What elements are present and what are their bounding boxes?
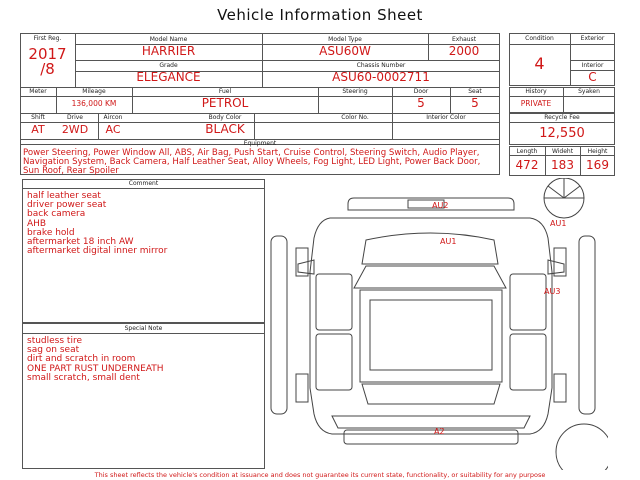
recycle-fee-value: 12,550 — [539, 126, 585, 141]
model-type-label: Model Type — [328, 36, 362, 43]
exhaust-value: 2000 — [448, 44, 480, 58]
grade-label: Grade — [159, 62, 178, 69]
disclaimer-footer: This sheet reflects the vehicle's condition at issuance and does not guarantee its current state, functionality, or suitability for any purpose — [94, 471, 546, 479]
comment-item: back camera — [27, 209, 86, 220]
seat-value: 5 — [471, 96, 479, 110]
fuel-label: Fuel — [218, 88, 232, 95]
interior-value: C — [588, 70, 597, 84]
damage-mark: AU1 — [440, 237, 457, 246]
steering-label: Steering — [342, 88, 368, 95]
damage-mark: AU2 — [432, 201, 449, 210]
interior-label: Interior — [581, 62, 604, 69]
length-label: Length — [516, 148, 538, 155]
history-label: History — [525, 88, 547, 95]
aircon-label: Aircon — [103, 114, 123, 121]
syaken-label: Syaken — [578, 88, 600, 95]
comment-item: aftermarket 18 inch AW — [27, 237, 134, 248]
width-label: Wideht — [551, 148, 574, 155]
recycle-fee-label: Recycle Fee — [544, 114, 580, 121]
spare-tire-icon — [556, 424, 608, 470]
comment-list — [27, 192, 263, 256]
special-note-item: dirt and scratch in room — [27, 354, 136, 365]
first-reg-value: 2017 /8 — [28, 45, 67, 78]
special-note-label: Special Note — [124, 325, 163, 332]
height-value: 169 — [586, 158, 609, 172]
exhaust-label: Exhaust — [451, 36, 477, 43]
mileage-label: Mileage — [82, 88, 106, 95]
door-value: 5 — [417, 96, 425, 110]
history-value: PRIVATE — [520, 99, 552, 108]
drive-label: Drive — [67, 114, 83, 121]
model-name-label: Model Name — [149, 36, 188, 43]
meter-label: Meter — [29, 88, 47, 95]
door-label: Door — [413, 88, 429, 95]
special-note-item: ONE PART RUST UNDERNEATH — [27, 363, 164, 374]
color-no-label: Color No. — [341, 114, 369, 121]
comment-item: half leather seat — [27, 191, 101, 201]
length-value: 472 — [515, 158, 539, 172]
car-diagram — [268, 178, 608, 470]
interior-color-label: Interior Color — [426, 114, 466, 121]
shift-value: AT — [31, 123, 45, 136]
model-type-value: ASU60W — [319, 44, 371, 58]
comment-label: Comment — [128, 180, 159, 187]
comment-item: AHB — [27, 218, 47, 229]
page-title: Vehicle Information Sheet — [217, 6, 423, 24]
first-reg-label: First Reg. — [33, 35, 62, 42]
chassis-value: ASU60-0002711 — [332, 70, 430, 84]
drive-value: 2WD — [61, 123, 89, 136]
damage-mark: AU1 — [550, 219, 567, 228]
width-value: 183 — [551, 158, 574, 172]
special-note-item: studless tire — [27, 336, 82, 346]
grade-value: ELEGANCE — [136, 70, 201, 84]
condition-label: Condition — [525, 35, 554, 42]
exterior-label: Exterior — [580, 35, 605, 42]
body-color-value: BLACK — [205, 122, 245, 136]
body-color-label: Body Color — [208, 114, 242, 121]
seat-label: Seat — [468, 88, 482, 95]
mileage-value: 136,000 KM — [71, 99, 117, 108]
shift-label: Shift — [31, 114, 45, 121]
aircon-value: AC — [105, 123, 121, 136]
fuel-value: PETROL — [201, 96, 249, 110]
special-note-list — [27, 337, 263, 383]
special-note-item: small scratch, small dent — [27, 372, 140, 383]
equipment-text: Power Steering, Power Window All, ABS, Air Bag, Push Start, Cruise Control, Steering Switch, Audio Player, Navigation System, Back Camera, Half Leather Seat, Alloy Wheels, Fog Light, LED Light, Power Back Door, Sun Roof, Rear Spoiler — [23, 148, 481, 176]
comment-item: brake hold — [27, 227, 75, 238]
special-note-item: sag on seat — [27, 345, 80, 356]
comment-item: aftermarket digital inner mirror — [27, 246, 168, 257]
tire-diagram-top — [544, 178, 584, 218]
comment-item: driver power seat — [27, 200, 107, 211]
height-label: Height — [587, 148, 608, 155]
model-name-value: HARRIER — [141, 44, 196, 58]
condition-value: 4 — [534, 54, 545, 73]
damage-mark: AU3 — [544, 287, 561, 296]
damage-mark: A2 — [434, 427, 445, 436]
chassis-label: Chassis Number — [356, 62, 406, 69]
equipment-label: Equipment — [243, 140, 277, 147]
